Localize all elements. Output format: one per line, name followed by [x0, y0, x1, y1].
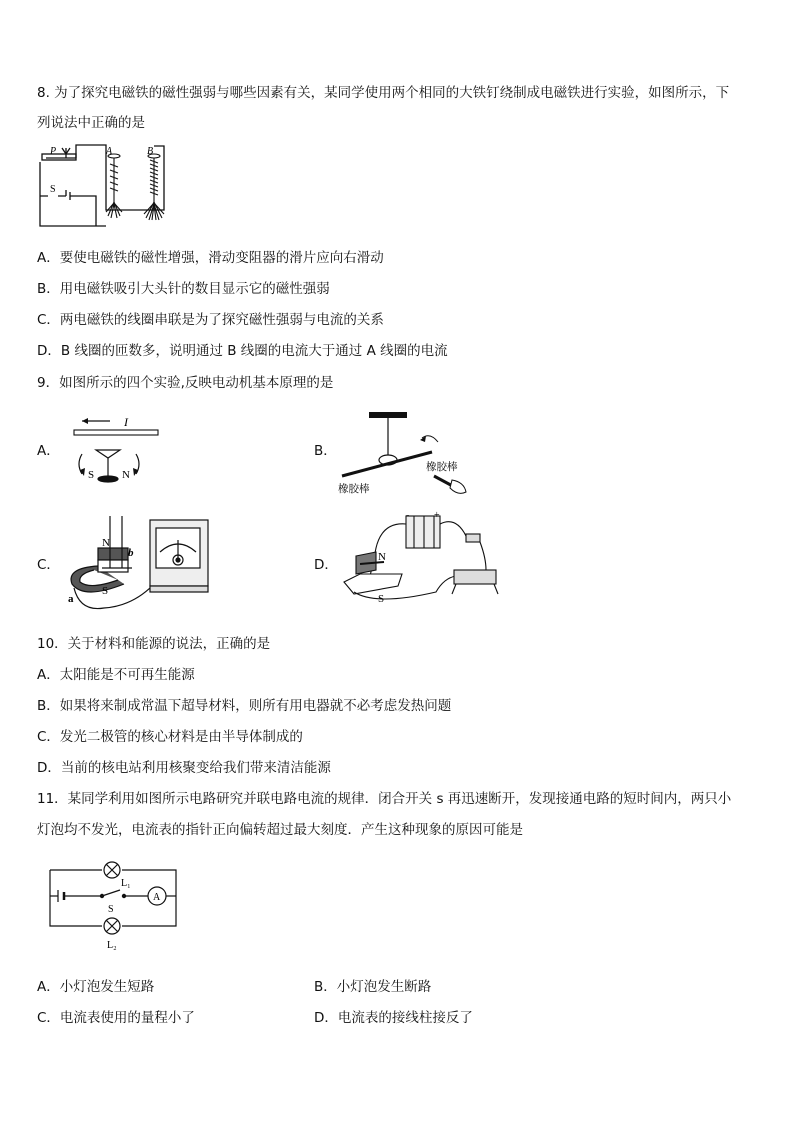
q10-option-a[interactable]: A．太阳能是不可再生能源: [37, 667, 195, 683]
q9-figure-d-motor: [336, 508, 501, 608]
q9-stem: 9．如图所示的四个实验,反映电动机基本原理的是: [37, 375, 334, 391]
q9-figure-b-charged-rods: [334, 408, 479, 498]
fig-a-current-label: I: [124, 415, 128, 429]
fig-c-b-label: b: [128, 547, 134, 559]
q8-option-c[interactable]: C．两电磁铁的线圈串联是为了探究磁性强弱与电流的关系: [37, 312, 384, 328]
q8-option-b[interactable]: B．用电磁铁吸引大头针的数目显示它的磁性强弱: [37, 281, 330, 297]
q8-stem-line2: 列说法中正确的是: [37, 115, 145, 131]
q10-option-b[interactable]: B．如果将来制成常温下超导材料，则所有用电器就不必考虑发热问题: [37, 698, 452, 714]
fig-d-minus-label: -: [406, 510, 410, 521]
q8-electromagnet-figure: [36, 140, 171, 240]
fig-b-rod-label-right: 橡胶棒: [426, 461, 458, 473]
fig-11-l1-label: L₁: [121, 878, 131, 889]
fig-d-n-label: N: [378, 551, 386, 563]
q9-option-b-label[interactable]: B．: [314, 443, 337, 459]
q8-label-b: B: [147, 146, 154, 157]
q8-label-p: P: [50, 146, 57, 157]
q11-option-b[interactable]: B．小灯泡发生断路: [314, 979, 432, 995]
q8-label-s: S: [50, 184, 56, 195]
q8-option-a[interactable]: A．要使电磁铁的磁性增强，滑动变阻器的滑片应向右滑动: [37, 250, 384, 266]
fig-11-ammeter-label: A: [153, 892, 161, 903]
fig-11-s-label: S: [108, 904, 114, 915]
fig-c-s-label: S: [102, 585, 109, 597]
q11-parallel-circuit-figure: [44, 856, 189, 952]
fig-a-n-label: N: [122, 469, 130, 481]
q8-label-a: A: [106, 146, 113, 157]
q10-stem: 10．关于材料和能源的说法，正确的是: [37, 636, 271, 652]
fig-a-s-label: S: [88, 469, 95, 481]
fig-11-l2-label: L₂: [107, 940, 117, 951]
nail-a-coil: [106, 154, 122, 218]
fig-d-plus-label: +: [434, 510, 440, 521]
q9-option-c-label[interactable]: C．: [37, 557, 60, 573]
q9-figure-c-induction: [64, 516, 214, 611]
q11-option-c[interactable]: C．电流表使用的量程小了: [37, 1010, 195, 1026]
fig-c-a-label: a: [68, 593, 74, 605]
q11-option-a[interactable]: A．小灯泡发生短路: [37, 979, 155, 995]
q9-option-d-label[interactable]: D．: [314, 557, 338, 573]
q11-stem-line2: 灯泡均不发光，电流表的指针正向偏转超过最大刻度．产生这种现象的原因可能是: [37, 822, 523, 838]
q10-option-c[interactable]: C．发光二极管的核心材料是由半导体制成的: [37, 729, 303, 745]
q8-option-d[interactable]: D．B 线圈的匝数多，说明通过 B 线圈的电流大于通过 A 线圈的电流: [37, 343, 448, 359]
q8-stem-line1: 8. 为了探究电磁铁的磁性强弱与哪些因素有关，某同学使用两个相同的大铁钉绕制成电磁铁进行实验，如图所示，下: [37, 85, 730, 101]
q10-option-d[interactable]: D．当前的核电站利用核聚变给我们带来清洁能源: [37, 760, 331, 776]
q11-option-d[interactable]: D．电流表的接线柱接反了: [314, 1010, 473, 1026]
q11-stem-line1: 11．某同学利用如图所示电路研究并联电路电流的规律．闭合开关 s 再迅速断开，发现接通电路的短时间内，两只小: [37, 791, 732, 807]
fig-c-n-label: N: [102, 537, 110, 549]
q9-option-a-label[interactable]: A．: [37, 443, 60, 459]
fig-b-rod-label-left: 橡胶棒: [338, 483, 370, 495]
fig-d-s-label: S: [378, 593, 385, 605]
q9-figure-a-oersted: [68, 412, 168, 492]
